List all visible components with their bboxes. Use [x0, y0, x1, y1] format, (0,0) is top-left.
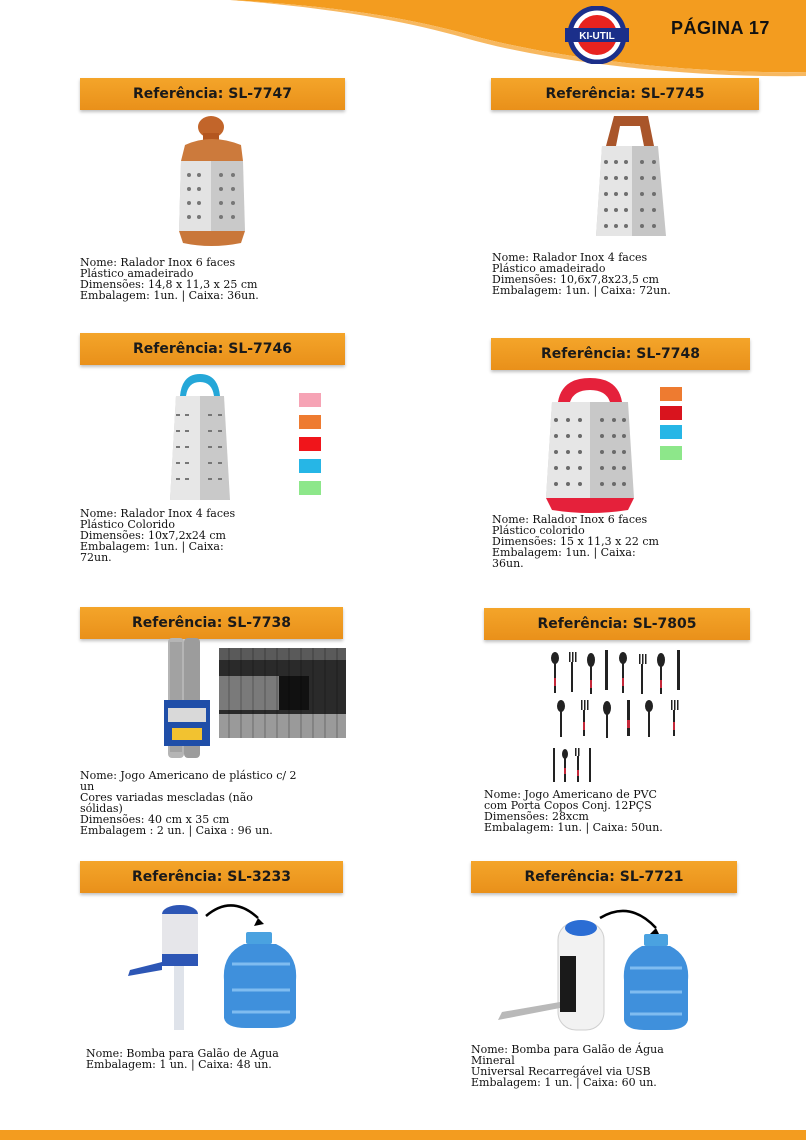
color-swatch-pink [299, 393, 321, 407]
color-swatch-cyan [660, 425, 682, 439]
reference-banner-sl-7746: Referência: SL-7746 [80, 333, 345, 365]
coaster-cutlery-print-image [549, 746, 599, 784]
logo-text: KI-UTIL [579, 31, 615, 42]
color-swatch-cyan [299, 459, 321, 473]
color-swatch-orange [299, 415, 321, 429]
placemat-roll-package-image [164, 638, 214, 768]
color-swatch-orange [660, 387, 682, 401]
placemat-woven-image [219, 648, 346, 738]
product-description-sl-7746: Nome: Ralador Inox 4 faces Plástico Colorido Dimensões: 10x7,2x24 cm Embalagem: 1un. | Caixa: 72un. [80, 507, 236, 564]
footer-bar [0, 1130, 806, 1140]
product-description-sl-3233: Nome: Bomba para Galão de Agua Embalagem: 1 un. | Caixa: 48 un. [86, 1047, 279, 1071]
product-description-sl-7721: Nome: Bomba para Galão de Água Mineral Universal Recarregável via USB Embalagem: 1 un. | Caixa: 60 un. [471, 1043, 664, 1089]
product-description-sl-7748: Nome: Ralador Inox 6 faces Plástico colorido Dimensões: 15 x 11,3 x 22 cm Embalagem: 1un. | Caixa: 36un. [492, 513, 659, 570]
reference-banner-sl-7721: Referência: SL-7721 [471, 861, 737, 893]
header-swoosh [0, 0, 806, 80]
reference-banner-sl-7747: Referência: SL-7747 [80, 78, 345, 110]
electric-water-pump-image [494, 904, 694, 1034]
manual-water-pump-image [122, 900, 308, 1032]
product-description-sl-7738: Nome: Jogo Americano de plástico c/ 2 un Cores variadas mescladas (não sólidas) Dimensões: 40 cm x 35 cm Embalagem : 2 un. | Caixa : 96 un. [80, 769, 297, 837]
color-swatch-green [299, 481, 321, 495]
color-swatch-green [660, 446, 682, 460]
color-swatch-red [299, 437, 321, 451]
grater-6-faces-wood-image [175, 113, 250, 248]
reference-banner-sl-7748: Referência: SL-7748 [491, 338, 750, 370]
placemat-cutlery-print-image [547, 648, 692, 740]
reference-banner-sl-3233: Referência: SL-3233 [80, 861, 343, 893]
grater-6-faces-colored-image [544, 374, 636, 514]
product-description-sl-7745: Nome: Ralador Inox 4 faces Plástico amadeirado Dimensões: 10,6x7,8x23,5 cm Embalagem: 1un. | Caixa: 72un. [492, 251, 671, 297]
product-description-sl-7747: Nome: Ralador Inox 6 faces Plástico amadeirado Dimensões: 14,8 x 11,3 x 25 cm Embalagem: 1un. | Caixa: 36un. [80, 256, 259, 302]
color-swatch-red [660, 406, 682, 420]
reference-banner-sl-7738: Referência: SL-7738 [80, 607, 343, 639]
grater-4-faces-colored-image [168, 370, 233, 505]
product-description-sl-7805: Nome: Jogo Americano de PVC com Porta Copos Conj. 12PÇS Dimensões: 28xcm Embalagem: 1un. | Caixa: 50un. [484, 788, 663, 834]
grater-4-faces-wood-image [592, 112, 672, 247]
reference-banner-sl-7805: Referência: SL-7805 [484, 608, 750, 640]
page-number: PÁGINA 17 [671, 18, 770, 38]
ki-util-logo [563, 6, 631, 64]
reference-banner-sl-7745: Referência: SL-7745 [491, 78, 759, 110]
